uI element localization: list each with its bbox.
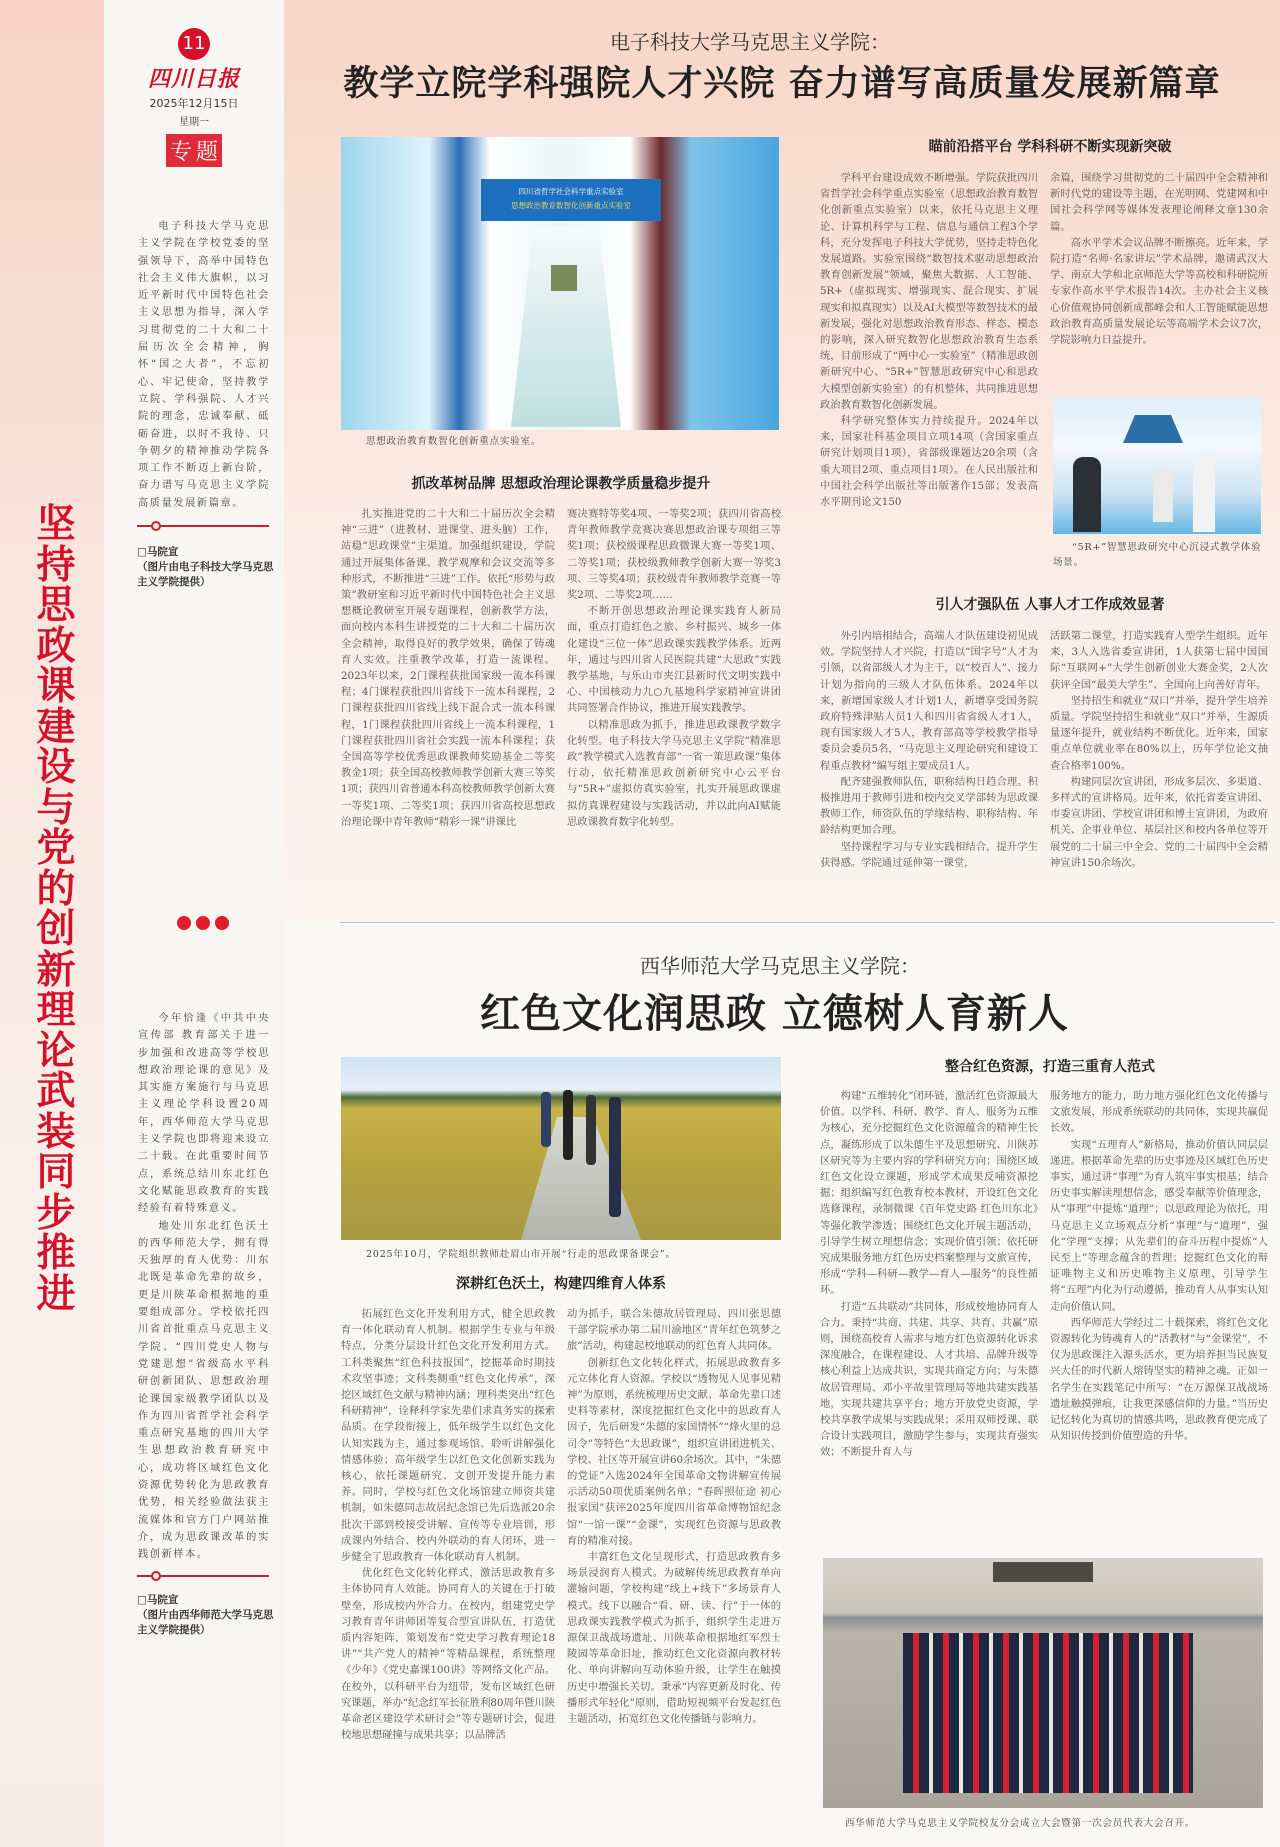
article-separator [340,922,1275,923]
article2-intro [138,1010,270,1564]
spine-headline-char: 与 [36,785,76,831]
divider-line [137,525,269,527]
spine-headline-char: 政 [36,623,76,669]
spine-headline-char: 同 [36,1150,76,1195]
credit-author: □马院宣 [137,1594,179,1606]
spine-headline-char: 建 [36,704,76,750]
article-column: 拓展红色文化开发利用方式，健全思政教育一体化联动育人机制。根据学生专业与年级特点，分类分层设计红色文化开发利用方式。工科类聚焦“红色科技报国”，挖掘革命时期技术攻坚事迹；文科类侧重“红色文化传承”，深挖区域红色文献与精神内涵；理科类突出“红色科研精神”，诠释科学家先辈们求真务实的探索品质。在学段衔接上，低年级学生以红色文化认知实践为主，通过参观场馆、聆听讲解强化情感体验；高年级学生以红色文化创新实践为核心，依托课题研究、文创开发提升能力素养。同时，学校与红色文化场馆建立师资共建机制，如朱德同志故居纪念馆已先后选派20余批次干部到校接受讲解、宣传等专业培训，形成课内外结合、校内外联动的育人闭环，进一步健全了思政教育一体化联动育人机制。 优化红色文化转化样式，激活思政教育多主体协同育人效能。协同育人的关键在于打破壁垒，形成校内外合力。在校内，组建党史学习教育青年讲师团等复合型宣讲队伍，打造优质内容矩阵，策划发布“党史学习教育理论18讲”“共产党人的精神”等精品课程，系统整理《少年》《党史嘉课100讲》等网络文化产品。在校外，以科研平台为纽带，发布区域红色研究课题，举办“纪念红军长征胜利80周年暨川陕革命老区建设学术研讨会”等专题研讨会，促进校地思想碰撞与成果共享；以品牌活 [341,1308,555,1742]
spine-headline [28,502,84,1317]
section-subhead: 瞄前沿搭平台 学科科研不断实现新突破 [928,139,1172,155]
vr-classroom-photo [1053,397,1261,534]
section-tag-char: 专 [169,140,192,165]
article-column: 动为抓手，联合朱德故居管理局、四川张思德干部学院承办第二届川渝地区“青年红色筑梦之旅”活动，构建起校地联动的红色育人共同体。 创新红色文化转化样式，拓展思政教育多元立体化育人资源。学校以“透物见人见事见精神”为原则，系统梳理历史文献、革命先辈口述史料等素材，深度挖掘红色文化中的思政育人因子，先后研发“朱德的家国情怀”“烽火里的总司令”等特色“大思政课”，组织宣讲团进机关、学校、社区等开展宣讲60余场次。其中，“朱德的党证”入选2024年全国革命文物讲解宣传展示活动50项优质案例名单；“春晖照征途 初心报家国”获评2025年度四川省革命博物馆纪念馆“一馆一课”“金课”，实现红色资源与思政教育的精准对接。 丰富红色文化呈现形式，打造思政教育多场景浸润育人模式。为破解传统思政教育单向灌输问题，学校构建“线上+线下”多场景育人模式。线下以融合“看、研、读、行”于一体的思政课实践教学模式为抓手，组织学生走进万源保卫战战场遗址、川陕革命根据地红军烈士陵园等革命旧址，推动红色文化资源向教材转化、单向讲解向互动体验升级，让学生在触摸历史中增强长关切。秉承“内容更新及时化、传播形式年轻化”原则，借助短视频平台发起红色主题活动，拓宽红色文化传播链与影响力。 [567,1308,781,1726]
spine-headline-char: 步 [36,1190,76,1236]
decorative-dots-icon [177,916,229,930]
spine-headline-char: 坚 [36,502,76,547]
article1-kicker: 电子科技大学马克思主义学院： [610,30,890,54]
spine-headline-char: 党 [36,826,76,871]
article-column: 余篇，围绕学习贯彻党的二十届四中全会精神和新时代党的建设等主题，在光明网、党建网和中国社会科学网等媒体发表理论阐释文章130余篇。 高水平学术会议品牌不断擦亮。近年来，学院打造“名师·名家讲坛”学术品牌，邀请武汉大学、南京大学和北京师范大学等高校和科研院所专家作高水平学术报告14次。主办社会主义核心价值观协同创新成都峰会和人工智能赋能思想政治教育高质量发展论坛等高端学术会议7次，学院影响力日益提升。 [1050,172,1268,347]
intro-paragraph: 地处川东北红色沃土的西华师范大学，拥有得天独厚的育人优势：川东北既是革命先辈的故乡，更是川陕革命根据地的重要组成部分。学校依托四川省首批重点马克思主义学院、“四川党史人物与党建思想”省级高水平科研创新团队、思想政治理论课国家级教学团队以及作为四川省哲学社会科学重点研究基地的四川大学生思想政治教育研究中心，成功将区域红色文化资源优势转化为思政教育优势，相关经验做法获主流媒体和官方门户网站推介，成为思政课改革的实践创新样本。 [138,1220,270,1561]
photo-caption: 西华师范大学马克思主义学院校友分会成立大会暨第一次会员代表大会召开。 [845,1818,1196,1829]
spine-headline-char: 思 [36,583,76,628]
section-subhead: 整合红色资源，打造三重育人范式 [945,1059,1155,1075]
lab-banner: 四川省哲学社会科学重点实验室 思想政治教育数智化创新重点实验室 [481,179,661,221]
article-column: 外引内培相结合，高端人才队伍建设初见成效。学院坚持人才兴院，打造以“国字号”人才为引领，以省部级人才为主干，以“校百人”、接力计划为指向的三级人才队伍体系。2024年以来，新增国家级人才计划1人，新增享受国务院政府特殊津贴人员1人和四川省省级人才1人，现有国家级人才5人，教育部高等学校教学指导委员会委员5名，“马克思主义理论研究和建设工程重点教材”编写组主要成员1人。 配齐建强教师队伍，职称结构日趋合理。积极推进用于教师引进和校内交叉学部转为思政课教师工作，师资队伍的学缘结构、职称结构、年龄结构更加合理。 坚持课程学习与专业实践相结合，提升学生获得感。学院通过延伸第一课堂， [820,630,1038,869]
article2-kicker: 西华师范大学马克思主义学院： [640,954,920,978]
field-trip-photo [341,1057,781,1240]
newspaper-logo: 四川日报 [147,67,240,92]
credit-author: □马院宣 [137,546,179,558]
article-column: 活跃第二课堂，打造实践育人型学生组织。近年来，3人入选省委宣讲团，1人获第七届中国国际“互联网+”大学生创新创业大赛金奖，2人次获评全国“最美大学生”、全国向上向善好青年。 坚持招生和就业“双口”并举，提升学生培养质量。学院坚持招生和就业“双口”并举，生源质量逐年提升，就业结构不断优化。近年来，国家重点单位就业率在80%以上，历年学位论文抽查合格率100%。 构建同层次宣讲团，形成多层次、多渠道、多样式的宣讲格局。近年来，依托省委宣讲团、市委宣讲团、学校宣讲团和博士宣讲团，为政府机关、企事业单位、基层社区和校内各单位等开展党的二十届三中全会、党的二十届四中全会精神宣讲150余场次。 [1050,630,1268,869]
spine-headline-char: 推 [36,1231,76,1276]
spine-headline-char: 进 [36,1271,76,1317]
article-column: 学科平台建设成效不断增强。学院获批四川省哲学社会科学重点实验室（思想政治教育数智化创新重点实验室）以来，依托马克思主义理论、计算机科学与工程、信息与通信工程3个学科，充分发挥电子科技大学优势，坚持走特色化发展道路。实验室围绕“数智技术驱动思想政治教育创新发展”领域，聚焦大数据、人工智能、5R+（虚拟现实、增强现实、混合现实、扩展现实和拟真现实）以及AI大模型等数智技术的最新发展，强化对思想政治教育形态、样态、模态的影响，深入研究数智化思想政治教育生态系统，目前形成了“两中心一实验室”（精准思政创新研究中心、“5R+”智慧思政研究中心和思政大模型创新实验室）的有机整体，共同推进思想政治教育数智化创新发展。 科学研究整体实力持续提升。2024年以来，国家社科基金项目立项14项（含国家重点研究计划项目1项），省部级课题达20余项（含重大项目2项、重点项目1项）。在人民出版社和中国社会科学出版社等出版著作15部；发表高水平期刊论文150 [820,172,1038,509]
photo-caption: “5R+”智慧思政研究中心沉浸式教学体验场景。 [1053,542,1262,568]
article1-headline: 教学立院学科强院人才兴院 奋力谱写高质量发展新篇章 [343,64,1221,104]
section-tag [166,134,222,167]
page-number-badge: 11 [178,28,210,60]
article-column: 赛决赛特等奖4项、一等奖2项；获四川省高校青年教师教学竞赛决赛思想政治课专项组三等奖1项；获校级课程思政微课大赛一等奖1项、二等奖1项；获校级教师教学创新大赛一等奖3项、三等奖4项；获校级青年教师教学竞赛一等奖2项、二等奖2项…… 不断开创思想政治理论课实践育人新局面，重点打造红色之旅、乡村振兴、城乡一体化建设“三位一体”思政课实践教学体系。近两年，通过与四川省人民医院共建“大思政”实践教学基地，与乐山市夹江县新时代文明实践中心、中国核动力九○九基地科学家精神宣讲团共同签署合作协议，推进开展实践教学。 以精准思政为抓手，推进思政课教学数字化转型。电子科技大学马克思主义学院“精准思政”教学模式入选教育部“一省一策思政课”集体行动，依托精准思政创新研究中心云平台与“5R+”虚拟仿真实验室，扎实开展思政课虚拟仿真课程建设与实践活动，并以此向AI赋能思政课教育数字化转型。 [567,508,781,828]
spine-headline-char: 武 [36,1069,76,1114]
section-subhead: 深耕红色沃土，构建四维育人体系 [456,1276,666,1292]
article-column: 扎实推进党的二十大和二十届历次全会精神“三进”（进教材、进课堂、进头脑）工作，站稳“思政课堂”主渠道。加强组织建设，学院通过开展集体备课、教学观摩和会议交流等多种形式，不断推进“三进”工作。依托“形势与政策”教研室和习近平新时代中国特色社会主义思想概论教研室开展专题课程，创新教学方法，面向校内本科生讲授党的二十大和二十届历次全会精神，取得良好的教学效果，确保了铸魂育人实效。注重教学改革，打造一流课程。2023年以来，2门课程获批国家级一流本科课程；4门课程获批四川省线下一流本科课程，2门课程获批四川省线上线下混合式一流本科课程，1门课程获批四川省线上一流本科课程，1门课程获批四川省社会实践一流本科课程；获全国高等学校优秀思政课教师奖励基金二等奖教金1项；获全国高校教师教学创新大赛三等奖1项；获四川省普通本科高校教师教学创新大赛一等奖1项、二等奖1项；获四川省高校思想政治理论课中青年教师“精彩一课”讲课比 [341,508,555,828]
article-column: 服务地方的能力，助力地方强化红色文化传播与文旅发展，形成系统联动的共同体，实现共赢促长效。 实现“五理育人”新格局，推动价值认同层层递进。根据革命先辈的历史事迹及区域红色历史事实，通过讲“事理”为育人筑牢事实根基；结合历史事实解读理想信念，感受奉献等价值理念，从“事理”中提炼“道理”；以思政理论为依托，用马克思主义立场观点分析“事理”与“道理”，强化“学理”支撑；从先辈们的奋斗历程中提炼“人民至上”等理念蕴含的哲理；挖掘红色文化的辩证唯物主义和历史唯物主义原理，引导学生将“五理”内化为行动遵循，推动育人从事实认知走向价值认同。 西华师范大学经过二十载探索，将红色文化资源转化为铸魂育人的“活教材”与“金课堂”，不仅为思政课注入源头活水，更为培养担当民族复兴大任的时代新人熔铸坚实的精神之魂。正如一名学生在实践笔记中所写：“在万源保卫战战场遗址触摸弹痕，让我更深感信仰的力量。”当历史记忆转化为真切的情感共鸣，思政教育便完成了从知识传授到价值塑造的升华。 [1050,1090,1268,1443]
group-photo [823,1558,1263,1808]
section-tag-char: 题 [196,140,219,165]
article1-credit [137,545,277,590]
spine-headline-char: 理 [36,988,76,1033]
photo-caption: 思想政治教育数智化创新重点实验室。 [366,436,542,447]
intro-paragraph: 今年恰逢《中共中央宣传部 教育部关于进一步加强和改进高等学校思想政治理论课的意见》及其实施方案施行与马克思主义理论学科设置20周年，西华师范大学马克思主义学院也即将迎来设立二十载。在此重要时间节点，系统总结川东北红色文化赋能思政教育的实践经验有着特殊意义。 [138,1013,270,1215]
article2-credit [137,1593,277,1638]
masthead [104,28,284,167]
spine-headline-char: 持 [36,542,76,588]
issue-weekday: 星期一 [179,117,209,128]
divider-line [137,1575,269,1577]
spine-headline-char: 创 [36,907,76,952]
section-subhead: 抓改革树品牌 思想政治理论课教学质量稳步提升 [411,476,711,492]
spine-headline-char: 论 [36,1028,76,1074]
spine-headline-char: 设 [36,745,76,790]
divider-knob-icon [151,521,161,531]
spine-headline-char: 装 [36,1109,76,1155]
credit-photo-source: （图片由西华师范大学马克思主义学院提供） [137,1609,274,1636]
spine-headline-char: 新 [36,947,76,993]
article-column: 构建“五维转化”闭环链，激活红色资源最大价值。以学科、科研、教学、育人、服务为五维为核心，充分挖掘红色文化资源蕴含的精神生长点，凝练形成了以朱德生平及思想研究、川陕苏区研究等为主要内容的学科研究方向；围绕区域红色文化设立课题，形成学术成果反哺资源挖掘；组织编写红色教育校本教材，开设红色文化选修课程，录制微课《百年党史路 红色川东北》等强化教学渗透；围绕红色文化开展主题活动，引导学生树立理想信念；实现价值引领；依托研究成果服务地方红色历史档案整理与文旅宣传，形成“学科—科研—教学—育人—服务”的良性循环。 打造“五共联动”共同体，形成校地协同育人合力。秉持“共商、共建、共享、共育、共赢”原则，围绕高校育人需求与地方红色资源转化诉求深度融合，在课程建设、人才共培、品牌升级等核心利益上达成共识，实现共商定方向；与朱德故居管理局、邓小平故里管理局等地共建实践基地，实现共建共享平台；地方开放党史资源，学校共享教学成果与实践成果；采用双师授课、联合设计实践项目，激励学生参与，实现共育强实效；不断提升育人与 [820,1090,1038,1459]
lab-corridor-photo [341,137,779,430]
photo-caption: 2025年10月，学院组织教师赴眉山市开展“行走的思政课备课会”。 [366,1249,676,1260]
article1-intro: 电子科技大学马克思主义学院在学校党委的坚强领导下，高举中国特色社会主义伟大旗帜，以习近平新时代中国特色社会主义思想为指导，深入学习贯彻党的二十大和二十届历次全会精神，胸怀“国之大者”，不忘初心、牢记使命，坚持教学立院、学科强院、人才兴院的理念，忠诚奉献、砥砺奋进，以时不我待、只争朝夕的精神推动学院各项工作不断迈上新台阶，奋力谱写马克思主义学院高质量发展新篇章。 [138,221,270,509]
divider-knob-icon [151,1571,161,1581]
spine-headline-char: 的 [36,866,76,912]
issue-date: 2025年12月15日 [149,97,239,110]
article2-headline: 红色文化润思政 立德树人育新人 [480,991,1069,1037]
credit-photo-source: （图片由电子科技大学马克思主义学院提供） [137,561,274,588]
spine-headline-char: 课 [36,664,76,709]
section-subhead: 引人才强队伍 人事人才工作成效显著 [935,597,1165,613]
